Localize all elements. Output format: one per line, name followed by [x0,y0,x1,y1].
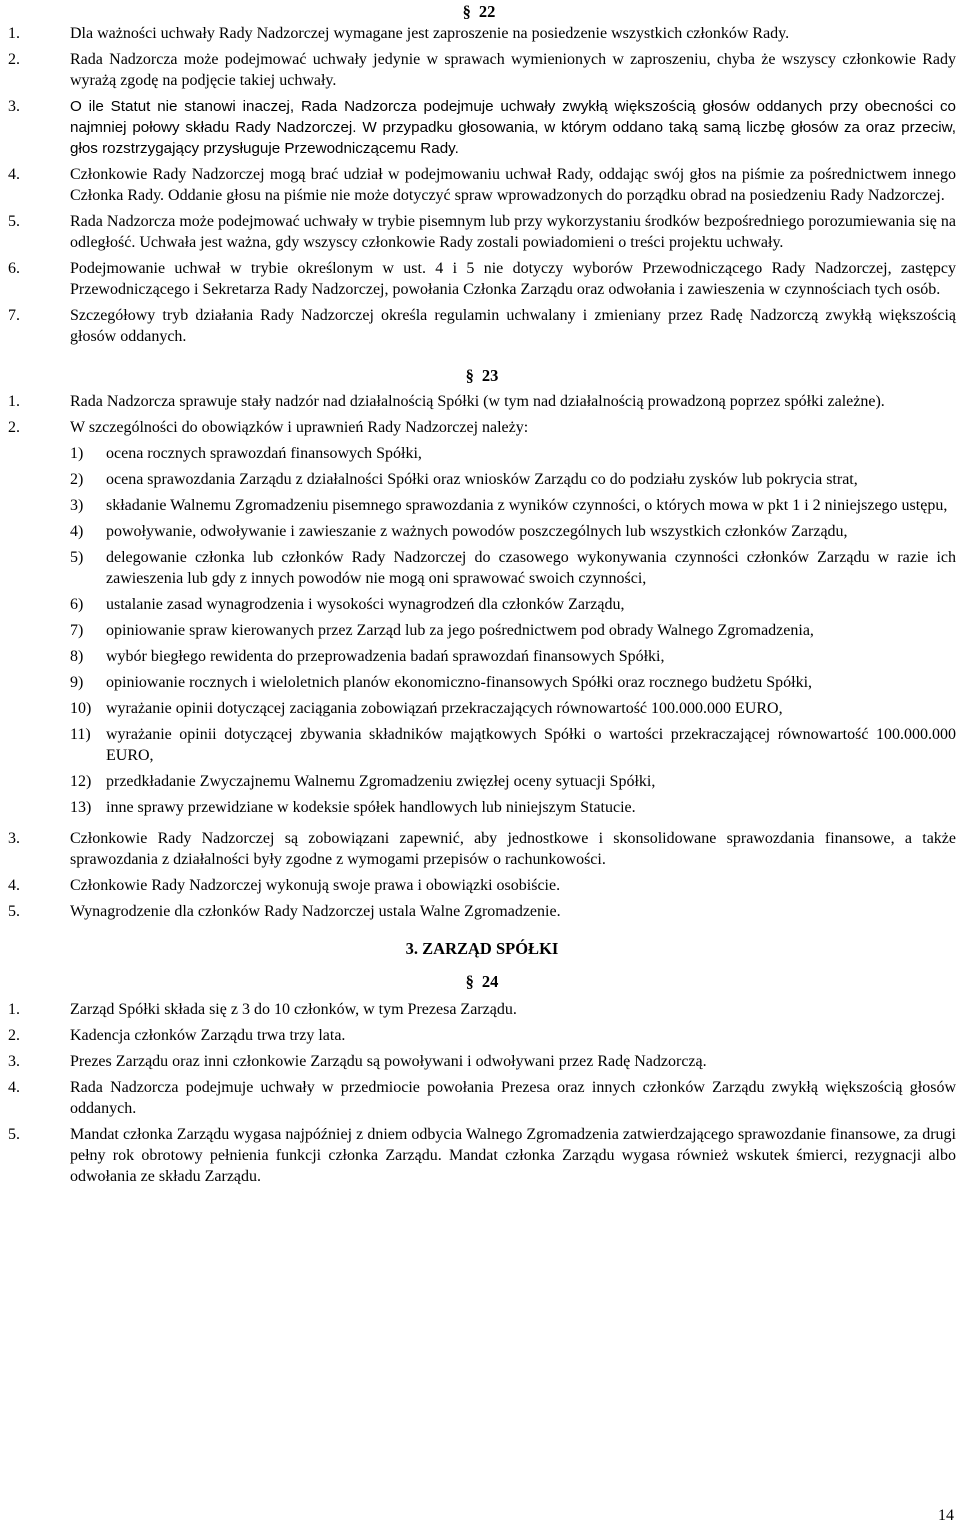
sub-item [70,724,956,766]
sub-item-number: 3) [70,497,84,514]
list-item [8,828,956,870]
sub-item-text: ocena rocznych sprawozdań finansowych Spółki, [106,445,422,462]
item-text: W szczególności do obowiązków i uprawnień Rady Nadzorczej należy: [70,419,529,436]
item-number: 2. [8,419,20,436]
sub-item-text: inne sprawy przewidziane w kodeksie spółek handlowych lub niniejszym Statucie. [106,799,636,816]
sub-item-number: 9) [70,674,84,691]
sub-item-number: 4) [70,523,84,540]
list-item [8,1051,956,1072]
sub-item-text: ustalanie zasad wynagrodzenia i wysokości wynagrodzeń dla członków Zarządu, [106,596,625,613]
section-number: 24 [481,972,499,991]
list-item [8,1124,956,1187]
item-number: 2. [8,1027,20,1044]
item-number: 2. [8,51,20,68]
sub-item [70,672,956,693]
sub-item-text: opiniowanie spraw kierowanych przez Zarząd lub za jego pośrednictwem pod obrady Walnego Zgromadzenia, [106,622,814,639]
sub-item-number: 11) [70,726,91,743]
list-item [8,305,956,347]
section-symbol: § [465,366,474,385]
sub-item-number: 2) [70,471,84,488]
sub-item [70,698,956,719]
sub-item [70,521,956,542]
page-number: 14 [938,1507,954,1524]
section-number: 22 [478,2,496,21]
item-number: 5. [8,1126,20,1143]
sub-item [70,443,956,464]
list-item [8,23,956,44]
item-number: 3. [8,830,20,847]
item-text: Zarząd Spółki składa się z 3 do 10 członków, w tym Prezesa Zarządu. [70,1001,517,1018]
section-number: 23 [481,366,499,385]
item-text: Członkowie Rady Nadzorczej wykonują swoje prawa i obowiązki osobiście. [70,877,561,894]
sub-item [70,771,956,792]
list-item [8,1025,956,1046]
section-24-list [8,999,956,1187]
sub-item-text: przedkładanie Zwyczajnemu Walnemu Zgromadzeniu zwięzłej oceny sytuacji Spółki, [106,773,656,790]
item-text: Członkowie Rady Nadzorczej mogą brać udział w podejmowaniu uchwał Rady, oddając swój głos na piśmie za pośrednictwem innego Członka Rady. Oddanie głosu na piśmie nie może dotyczyć spraw wprowadzonych do porządku obrad na posiedzeniu Rady Nadzorczej. [70,166,956,204]
sub-item-number: 10) [70,700,92,717]
sub-item-text: wyrażanie opinii dotyczącej zaciągania zobowiązań przekraczających równowartość 100.000.000 EURO, [106,700,783,717]
sub-item [70,594,956,615]
item-body [70,417,956,823]
item-number: 1. [8,25,20,42]
item-text: Dla ważności uchwały Rady Nadzorczej wymagane jest zaproszenie na posiedzenie wszystkich członków Rady. [70,25,790,42]
item-number: 7. [8,307,20,324]
item-number: 5. [8,903,20,920]
section-24-heading [8,971,956,992]
sub-item-number: 12) [70,773,92,790]
item-text: Podejmowanie uchwał w trybie określonym w ust. 4 i 5 nie dotyczy wyborów Przewodniczącego Rady Nadzorczej, zastępcy Przewodniczącego i Sekretarza Rady Nadzorczej, powołania Członka Zarządu oraz odwołania i zawieszenia w czynnościach tych osób. [70,260,956,298]
item-number: 3. [8,1053,20,1070]
list-item [8,901,956,922]
item-text: Rada Nadzorcza może podejmować uchwały w trybie pisemnym lub przy wykorzystaniu środków bezpośredniego porozumiewania się na odległość. Uchwała jest ważna, gdy wszyscy członkowie Rady zostali powiadomieni o treści projektu uchwały. [70,213,956,251]
item-text: Rada Nadzorcza podejmuje uchwały w przedmiocie powołania Prezesa oraz innych członków Zarządu zwykłą większością głosów oddanych. [70,1079,956,1117]
sub-item-number: 13) [70,799,92,816]
item-number: 4. [8,166,20,183]
sub-item-number: 8) [70,648,84,665]
sub-item-text: delegowanie członka lub członków Rady Nadzorczej do czasowego wykonywania czynności członków Zarządu w razie ich zawieszenia lub gdy z innych powodów nie mogą oni sprawować swoich czynności, [106,549,956,587]
item-text: Wynagrodzenie dla członków Rady Nadzorczej ustala Walne Zgromadzenie. [70,903,561,920]
list-item [8,211,956,253]
sub-item [70,620,956,641]
sub-item-text: składanie Walnemu Zgromadzeniu pisemnego sprawozdania z wyników czynności, o których mowa w pkt 1 i 2 niniejszego ustępu, [106,497,948,514]
list-item [8,1077,956,1119]
item-number: 5. [8,213,20,230]
item-text: Szczegółowy tryb działania Rady Nadzorczej określa regulamin uchwalany i zmieniany przez Radę Nadzorczą zwykłą większością głosów oddanych. [70,307,956,345]
item-text: Prezes Zarządu oraz inni członkowie Zarządu są powoływani i odwoływani przez Radę Nadzorczą. [70,1053,707,1070]
item-text: O ile Statut nie stanowi inaczej, Rada Nadzorcza podejmuje uchwały zwykłą większością głosów oddanych przy obecności co najmniej połowy składu Rady Nadzorczej. W przypadku głosowania, w którym oddano taką samą liczbę głosów za oraz przeciw, głos rozstrzygający przysługuje Przewodniczącemu Rady. [70,98,956,157]
item-number: 1. [8,1001,20,1018]
item-text: Członkowie Rady Nadzorczej są zobowiązani zapewnić, aby jednostkowe i skonsolidowane sprawozdania finansowe, a także sprawozdania z działalności były zgodne z wymogami przepisów o rachunkowości. [70,830,956,868]
sub-item [70,646,956,667]
sub-item-text: ocena sprawozdania Zarządu z działalności Spółki oraz wniosków Zarządu co do podziału zysków lub pokrycia strat, [106,471,858,488]
item-number: 4. [8,877,20,894]
item-text: Kadencja członków Zarządu trwa trzy lata. [70,1027,346,1044]
list-item [8,391,956,412]
section-22-list [8,23,956,347]
sub-item [70,547,956,589]
sub-item [70,469,956,490]
item-number: 1. [8,393,20,410]
section-23-list [8,391,956,922]
sub-item-number: 6) [70,596,84,613]
section-symbol: § [462,2,471,21]
sub-item [70,797,956,818]
item-text: Mandat członka Zarządu wygasa najpóźniej z dniem odbycia Walnego Zgromadzenia zatwierdzającego sprawozdanie finansowe, za drugi pełny rok obrotowy pełnienia funkcji członka Zarządu. Mandat członka Zarządu wygasa również wskutek śmierci, rezygnacji albo odwołania ze składu Zarządu. [70,1126,956,1185]
sub-item [70,495,956,516]
list-item [8,417,956,823]
sub-item-text: powoływanie, odwoływanie i zawieszanie z ważnych powodów poszczególnych lub wszystkich członków Zarządu, [106,523,848,540]
chapter-heading: 3. ZARZĄD SPÓŁKI [405,939,559,958]
list-item [8,49,956,91]
list-item [8,999,956,1020]
sub-item-number: 7) [70,622,84,639]
duties-list [70,443,956,818]
sub-item-text: wybór biegłego rewidenta do przeprowadzenia badań sprawozdań finansowych Spółki, [106,648,665,665]
item-text: Rada Nadzorcza sprawuje stały nadzór nad działalnością Spółki (w tym nad działalnością prowadzoną poprzez spółki zależne). [70,393,885,410]
list-item [8,875,956,896]
section-23-heading [8,365,956,386]
sub-item-text: wyrażanie opinii dotyczącej zbywania składników majątkowych Spółki o wartości przekraczającej równowartość 100.000.000 EURO, [106,726,956,764]
item-number: 3. [8,98,20,115]
sub-item-number: 1) [70,445,84,462]
item-text: Rada Nadzorcza może podejmować uchwały jedynie w sprawach wymienionych w zaproszeniu, chyba że wszyscy członkowie Rady wyrażą zgodę na podjęcie takiej uchwały. [70,51,956,89]
section-22-heading [5,0,953,23]
list-item [8,164,956,206]
section-symbol: § [465,972,474,991]
list-item [8,258,956,300]
item-number: 6. [8,260,20,277]
item-number: 4. [8,1079,20,1096]
list-item [8,96,956,159]
sub-item-number: 5) [70,549,84,566]
sub-item-text: opiniowanie rocznych i wieloletnich planów ekonomiczno-finansowych Spółki oraz rocznego budżetu Spółki, [106,674,813,691]
